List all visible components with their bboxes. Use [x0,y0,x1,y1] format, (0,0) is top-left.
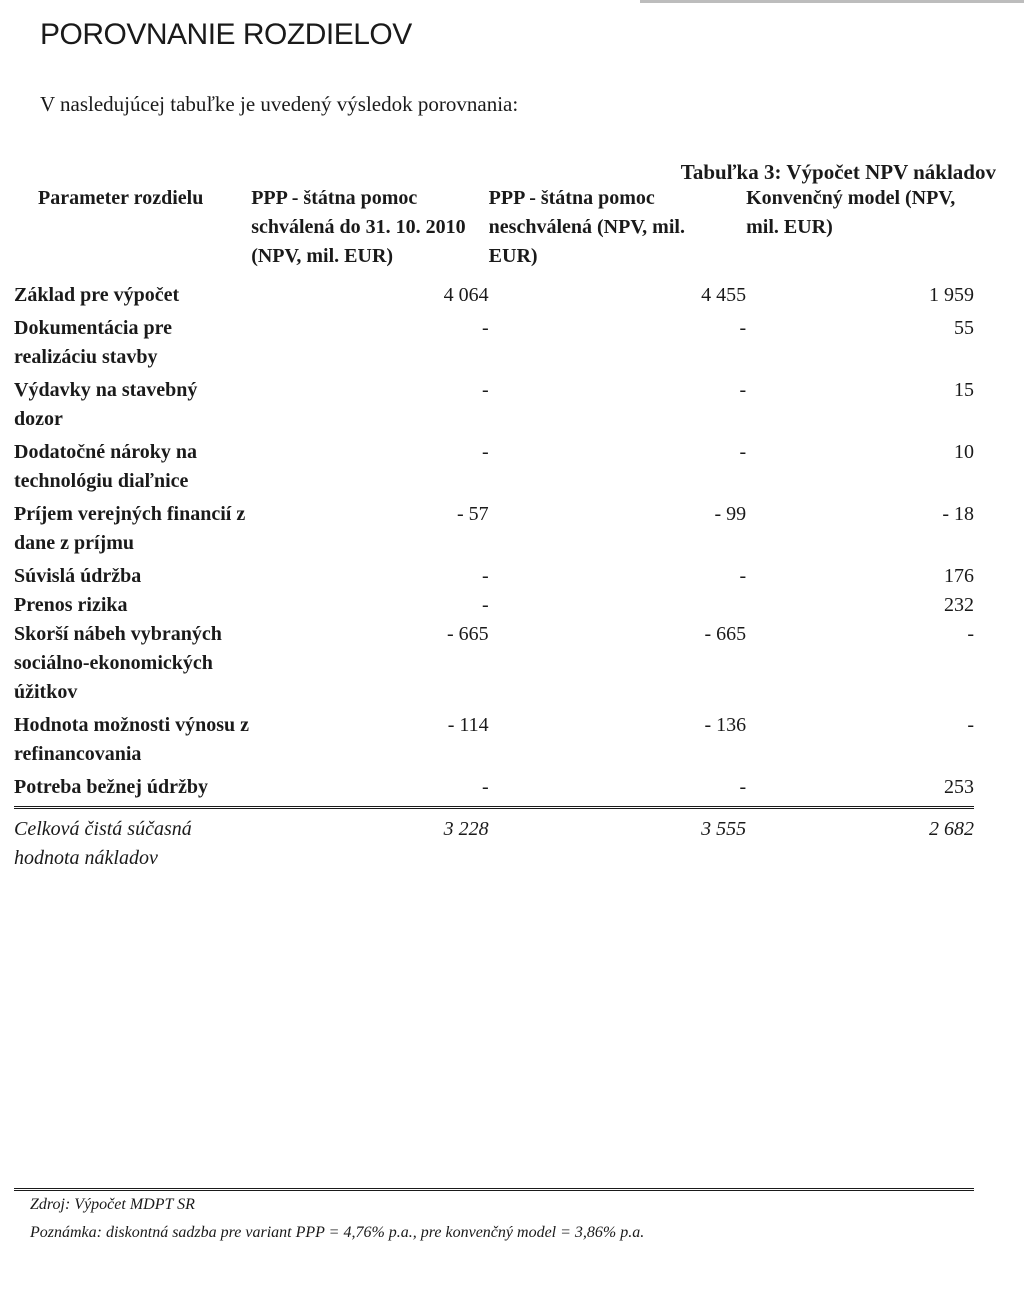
row-label: Základ pre výpočet [14,284,180,306]
intro-text: V nasledujúcej tabuľke je uvedený výsledok porovnania: [40,92,519,116]
row-label: Hodnota možnosti výnosu z refinancovania [14,714,250,765]
caption-label: Tabuľka 3: [680,160,782,184]
table-row [14,620,974,711]
cell-ppp-approved: - 57 [456,503,489,525]
cell-ppp-not-approved: 4 455 [701,284,747,306]
cell-conventional: 15 [954,379,974,401]
cell-ppp-not-approved [489,591,746,620]
cell-ppp-approved: - [481,379,489,401]
table-row [14,500,974,562]
header-parameter: Parameter rozdielu [38,187,204,209]
cell-conventional: - 18 [942,503,974,525]
row-label: Príjem verejných financií z dane z príjmu [14,503,246,554]
cell-conventional: - [967,714,974,736]
cell-conventional: 10 [954,441,974,463]
cell-ppp-not-approved: - [739,317,747,339]
cell-conventional: 232 [944,594,974,616]
cell-conventional: 1 959 [929,284,974,306]
row-label: Dokumentácia pre realizáciu stavby [14,317,172,368]
cell-ppp-approved: - [481,317,489,339]
total-row [14,808,974,874]
page-heading: POROVNANIE ROZDIELOV [40,18,412,51]
row-label: Potreba bežnej údržby [14,776,209,798]
table-caption [681,160,996,185]
discount-rate-note: Poznámka: diskontná sadzba pre variant PPP = 4,76% p.a., pre konvenčný model = 3,86% p.a. [30,1224,645,1241]
cell-ppp-not-approved: - [739,441,747,463]
comparison-table [14,184,974,873]
header-ppp-not-approved: PPP - štátna pomoc neschválená (NPV, mil. EUR) [488,187,685,267]
source-note: Zdroj: Výpočet MDPT SR [30,1196,195,1213]
row-label: Súvislá údržba [14,565,142,587]
cell-ppp-not-approved: - [739,379,747,401]
header-conventional-model: Konvenčný model (NPV, mil. EUR) [746,187,956,238]
cell-conventional: - [967,623,974,645]
table-row [14,773,974,808]
table-row [14,438,974,500]
total-conventional: 2 682 [746,808,974,874]
table-row [14,314,974,376]
cell-ppp-approved: 4 064 [443,284,489,306]
cell-ppp-approved: - [481,594,489,616]
cell-conventional: 176 [944,565,974,587]
caption-title: Výpočet NPV nákladov [786,160,996,184]
table-row [14,562,974,591]
row-label: Dodatočné nároky na technológiu diaľnice [14,441,197,492]
cell-ppp-not-approved: - 99 [714,503,747,525]
cell-ppp-approved: - 665 [446,623,489,645]
cell-conventional: 55 [954,317,974,339]
cell-ppp-not-approved: - 136 [704,714,747,736]
table-row [14,376,974,438]
cell-ppp-not-approved: - 665 [704,623,747,645]
total-ppp-approved: 3 228 [251,808,488,874]
cell-conventional: 253 [944,776,974,798]
table-row [14,591,974,620]
table-row [14,281,974,314]
cell-ppp-approved: - [481,441,489,463]
table-row [14,711,974,773]
table-header-row [14,184,974,281]
cell-ppp-not-approved: - [739,776,747,798]
row-label: Prenos rizika [14,594,128,616]
row-label: Výdavky na stavebný dozor [14,379,198,430]
cell-ppp-approved: - 114 [447,714,489,736]
header-ppp-approved: PPP - štátna pomoc schválená do 31. 10. 2010 (NPV, mil. EUR) [251,187,466,267]
total-ppp-not-approved: 3 555 [489,808,746,874]
cell-ppp-approved: - [481,776,489,798]
row-label: Skorší nábeh vybraných sociálno-ekonomických úžitkov [14,623,222,703]
total-label: Celková čistá súčasná hodnota nákladov [14,808,251,874]
footer-rule [14,1188,974,1191]
top-edge-rule [640,0,1024,3]
cell-ppp-approved: - [481,565,489,587]
cell-ppp-not-approved: - [739,565,747,587]
